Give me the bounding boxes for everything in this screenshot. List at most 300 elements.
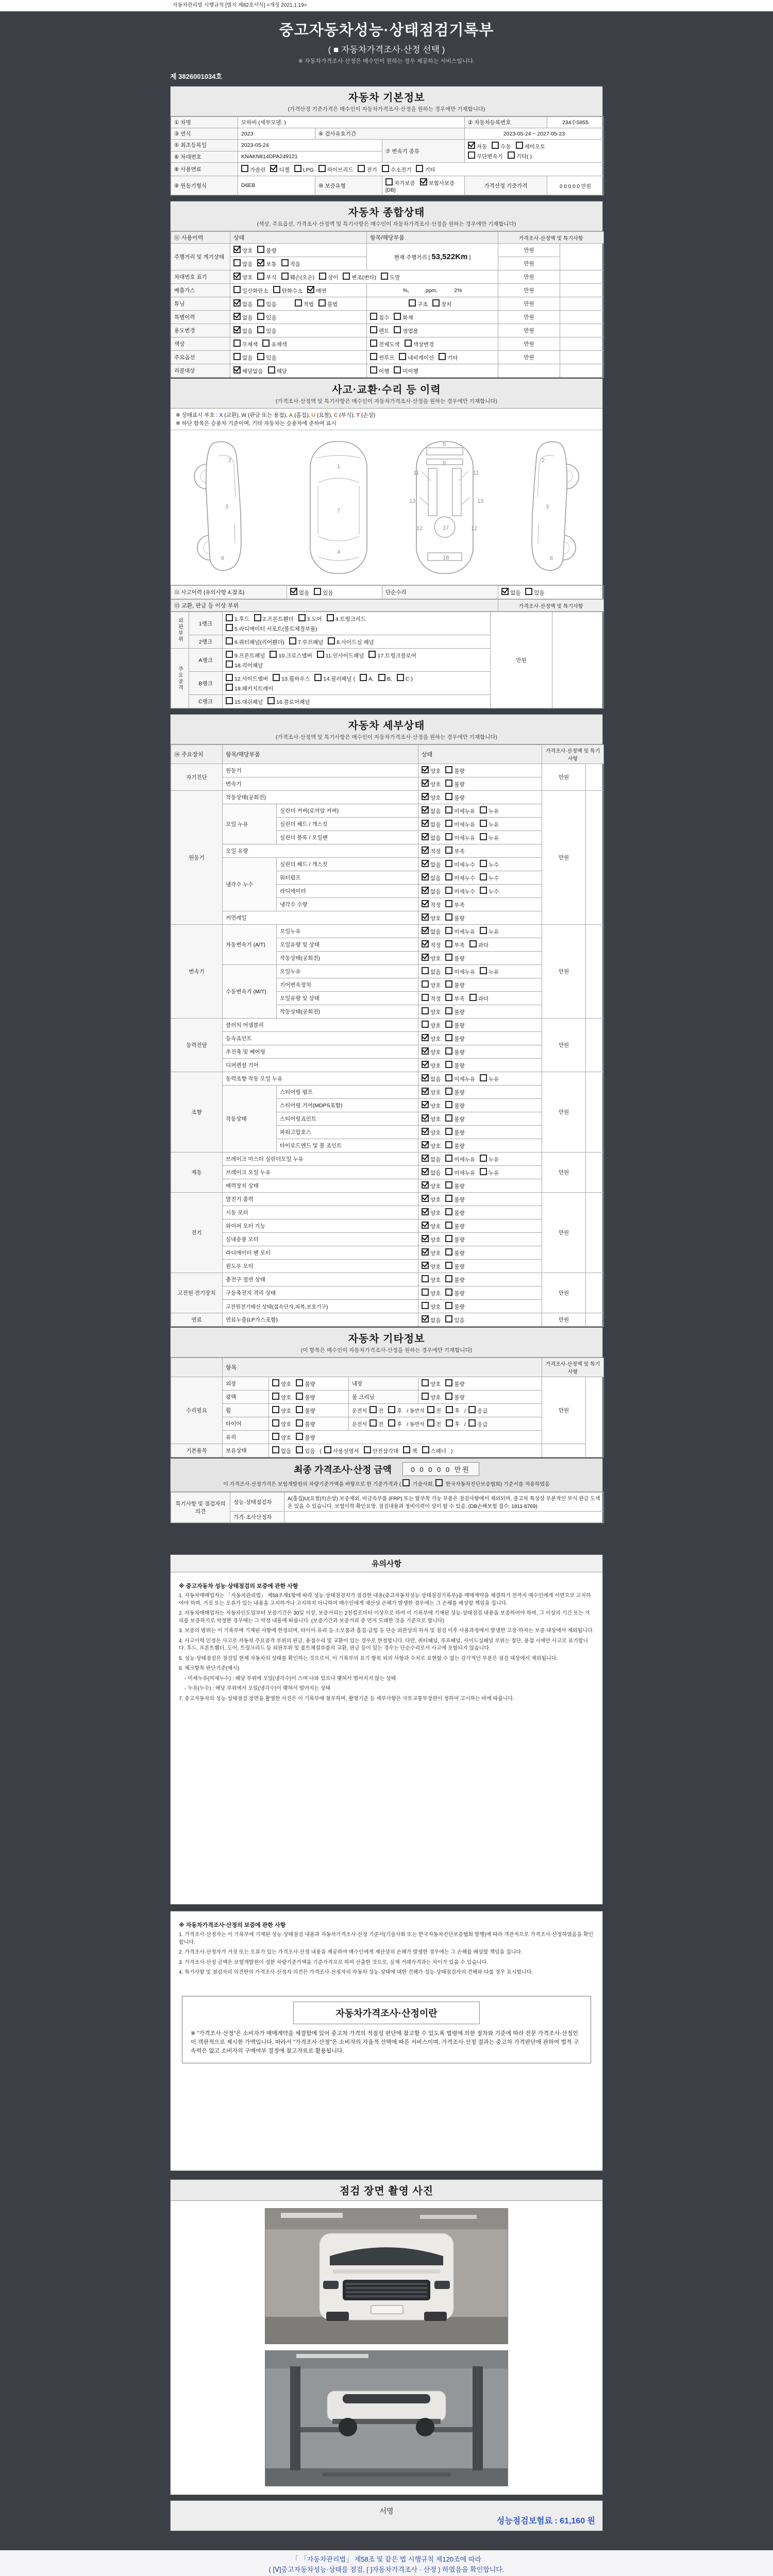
diagram-number-label: 12 xyxy=(471,526,478,532)
checkbox-option: 양호 xyxy=(233,273,253,281)
diagram-number-label: 18 xyxy=(443,555,449,561)
table-cell: 브레이크 마스터 실린더오일 누유 xyxy=(223,1153,418,1166)
checkbox-cell xyxy=(418,1206,542,1219)
price-definition-title: 자동차가격조사·산정이란 xyxy=(293,2002,480,2024)
checkbox xyxy=(445,1315,452,1323)
checkbox xyxy=(445,873,452,880)
diagram-number-label: 17 xyxy=(443,525,449,531)
checkbox xyxy=(226,674,233,681)
checkbox-cell xyxy=(238,163,604,176)
checkbox-cell xyxy=(418,1219,542,1233)
table-cell: 특별이력 xyxy=(171,311,230,324)
checkbox-option: 양호 xyxy=(422,1047,441,1056)
checkbox-option: 적정 xyxy=(422,900,441,909)
checkbox-cell xyxy=(367,324,498,337)
checkbox-option: 불량 xyxy=(296,1379,315,1388)
checkbox-option: 양호 xyxy=(422,1128,441,1137)
table-cell: 만원 xyxy=(498,244,560,257)
checkbox-option: 있음 xyxy=(257,313,276,321)
table-cell: 구동축전지 격리 상태 xyxy=(223,1286,418,1300)
checkbox xyxy=(394,366,401,374)
diagram-number-label: 4 xyxy=(337,549,340,555)
table-cell: ⑦ 변속기 종류 xyxy=(382,140,465,163)
checkbox-option: 응급 xyxy=(468,1406,488,1415)
checkbox-cell xyxy=(418,1153,542,1166)
checkbox-checked xyxy=(422,1101,429,1108)
signature-bar xyxy=(170,2500,603,2531)
checkbox-option: 16.플로어패널 xyxy=(267,697,310,706)
checkbox-option: 전기 xyxy=(358,165,377,174)
checkbox-option: 있음 xyxy=(445,1315,464,1324)
table-cell: 항목 xyxy=(223,1358,542,1377)
checkbox-cell xyxy=(269,1431,542,1444)
checkbox xyxy=(445,940,452,947)
table-cell xyxy=(586,1193,604,1273)
table-cell: 조향 xyxy=(171,1072,223,1153)
table-cell: 발전기 출력 xyxy=(223,1193,418,1206)
checkbox-option: 불법 xyxy=(318,299,338,308)
checkbox xyxy=(422,1021,429,1028)
table-cell: 만원 xyxy=(498,311,560,324)
checkbox-option: 전 xyxy=(369,1419,383,1428)
checkbox-option: 18.리어패널 xyxy=(226,660,263,669)
checkbox xyxy=(272,1419,279,1427)
table-cell: 2023 xyxy=(238,128,315,140)
document-header xyxy=(170,11,603,86)
checkbox xyxy=(445,980,452,988)
table-cell: 만원 xyxy=(542,1273,586,1313)
checkbox-checked xyxy=(422,779,429,787)
table-cell: 만원 xyxy=(542,1019,586,1072)
table-cell xyxy=(586,925,604,1019)
table-cell: A(흠집)U(요철)T(손상) 보증제외, 비금속부품 (FRP) 또는 탈부착 가능 부품은 점검사항에서 제외되며, 중고차 특성상 부분적인 부식 판금 도색은 있을 수 있습니다. 보험이력 확인요망. 점검내용과 정비이력이 상이 할 수 있음. (DB손해보험 접수: 1811-8769) xyxy=(284,1493,604,1512)
checkbox-option: 후 xyxy=(388,1419,402,1428)
checkbox-cell xyxy=(269,1404,349,1417)
checkbox xyxy=(422,1393,429,1400)
checkbox-option: 없음 xyxy=(422,820,441,828)
table-cell xyxy=(586,1273,604,1313)
diagram-number-label: 13 xyxy=(409,498,416,504)
checkbox xyxy=(272,1446,279,1453)
table-cell: D6EB xyxy=(238,176,315,195)
checkbox-cell xyxy=(223,612,491,635)
table-cell: 주행거리 및 계기상태 xyxy=(171,244,230,270)
checkbox-checked xyxy=(422,860,429,867)
checkbox-checked xyxy=(233,326,241,333)
detail-status-table xyxy=(171,744,604,1327)
checkbox-option: 불량 xyxy=(445,1034,464,1043)
overall-subtitle: (색상, 주요옵션, 가격조사·산정액 및 특기사항은 매수인이 자동차가격조사·산정을 원하는 경우에만 기재합니다) xyxy=(257,221,516,227)
checkbox-checked xyxy=(233,366,241,374)
footer-line2: ( [Ⅴ]중고자동차성능·상태를 점검, [ ]자동차가격조사 · 산정 ) 하였음을 확인합니다. xyxy=(268,2566,505,2573)
table-cell: 항목/해당부품 xyxy=(367,232,498,244)
checkbox xyxy=(289,637,296,645)
checkbox-option: 미세누유 xyxy=(445,1168,475,1177)
checkbox-cell xyxy=(418,818,542,831)
signature-label: 서명 xyxy=(379,2507,394,2515)
accident-subtitle: (가격조사·산정액 및 특기사항은 매수인이 자동차가격조사·산정을 원하는 경우에만 기재합니다) xyxy=(276,398,497,404)
checkbox-option: 없음 xyxy=(290,588,309,597)
checkbox-option: 불량 xyxy=(445,1128,464,1137)
title-note: ※ 자동차가격조사·산정은 매수인이 원하는 경우 제공하는 서비스입니다. xyxy=(298,58,475,64)
checkbox xyxy=(296,1433,303,1440)
table-cell: 타이로드엔드 및 볼 조인트 xyxy=(277,1139,418,1153)
checkbox-option: 부족 xyxy=(445,994,464,1003)
table-cell: 원동기 xyxy=(223,764,418,777)
checkbox xyxy=(422,980,429,988)
checkbox-option: 매연 xyxy=(307,286,326,295)
checkbox xyxy=(445,820,452,827)
table-cell xyxy=(560,351,604,364)
table-cell xyxy=(171,1358,223,1377)
regulation-text: 자동차관리법 시행규칙 [별지 제82호서식] <개정 2021.1.19> xyxy=(173,3,307,8)
etc-band xyxy=(171,1327,602,1358)
table-cell: 상태 xyxy=(418,745,542,764)
checkbox xyxy=(445,793,452,800)
checkbox-option: 있음 xyxy=(525,588,544,597)
checkbox-option: 도말 xyxy=(381,273,400,281)
checkbox-option: 자동 xyxy=(468,142,487,150)
footer-line1: 「 「자동차관리법」 제58조 및 같은 법 시행규칙 제120조에 따라 xyxy=(292,2555,481,2563)
table-cell: 실린더 헤드 / 개스킷 xyxy=(277,858,418,871)
checkbox xyxy=(445,1181,452,1189)
table-cell: 스티어링 기어(MDPS포함) xyxy=(277,1099,418,1112)
basic-info-title: 자동차 기본정보 xyxy=(348,92,425,104)
checkbox xyxy=(480,1168,487,1175)
checkbox-option: 11.인사이드패널 xyxy=(317,651,364,659)
checkbox-cell xyxy=(498,586,604,599)
checkbox-option: 양호 xyxy=(422,1302,441,1311)
checkbox-option: 13.휠하우스 xyxy=(273,674,310,683)
checkbox-cell xyxy=(230,257,367,270)
checkbox xyxy=(370,340,377,347)
table-cell: ⑩ 보증유형 xyxy=(315,176,382,195)
checkbox xyxy=(257,353,264,360)
checkbox-cell xyxy=(418,1005,542,1019)
etc-info-table xyxy=(171,1358,604,1458)
checkbox-option: 있음 xyxy=(257,353,276,362)
checkbox-option: 있음 xyxy=(257,299,276,308)
checkbox xyxy=(446,1419,453,1427)
checkbox-option: 누유 xyxy=(480,820,499,828)
checkbox-option: 없음 xyxy=(422,1155,441,1163)
checkbox-checked xyxy=(422,846,429,854)
notice-title: 유의사항 xyxy=(171,1555,602,1572)
checkbox-checked xyxy=(422,793,429,800)
table-cell: 자동변속기 (A/T) xyxy=(223,925,277,965)
checkbox-option: 과다 xyxy=(469,940,489,949)
checkbox-checked xyxy=(422,833,429,840)
checkbox-option: 스패너 xyxy=(422,1446,446,1455)
checkbox-option: 미이행 xyxy=(394,366,418,375)
checkbox-option: 부족 xyxy=(445,900,464,909)
checkbox-option: 양호 xyxy=(422,1235,441,1244)
table-cell: 작동상태(공회전) xyxy=(223,791,418,804)
table-cell: 가격조사·산정액 및 특기사항 xyxy=(498,600,604,612)
checkbox xyxy=(445,1208,452,1215)
checkbox-cell xyxy=(418,777,542,791)
checkbox xyxy=(381,273,388,280)
checkbox xyxy=(445,1379,452,1386)
checkbox-cell xyxy=(418,885,542,898)
table-cell: 워터펌프 xyxy=(277,871,418,885)
table-cell: 상태 xyxy=(230,232,367,244)
checkbox xyxy=(468,1406,476,1413)
checkbox xyxy=(314,588,321,595)
checkbox xyxy=(445,846,452,854)
checkbox xyxy=(468,151,475,159)
checkbox xyxy=(388,1406,395,1413)
checkbox-option: 5.라디에이터 서포트(볼트체결부품) xyxy=(226,624,317,633)
checkbox-option: 후 xyxy=(446,1419,460,1428)
checkbox xyxy=(226,614,233,621)
checkbox xyxy=(422,1379,429,1386)
table-cell: 스티어링 펌프 xyxy=(277,1086,418,1099)
checkbox-cell xyxy=(269,1377,349,1391)
checkbox-option: 없음 xyxy=(422,1074,441,1083)
checkbox xyxy=(445,766,452,773)
diagram-number-label: 9 xyxy=(443,460,446,466)
table-cell: ⑧ 사용연료 xyxy=(171,163,238,176)
checkbox-option: 양호 xyxy=(422,1289,441,1297)
checkbox-option: 누유 xyxy=(480,1074,499,1083)
checkbox-option: 미세누유 xyxy=(445,927,475,936)
checkbox-option: 양호 xyxy=(422,1379,441,1388)
checkbox xyxy=(370,366,377,374)
notice-paragraph: - 누유(누수) : 해당 부위에서 오일(냉각수)이 맺혀서 떨어지는 상태 xyxy=(179,1686,331,1691)
checkbox xyxy=(233,259,241,266)
table-cell xyxy=(560,270,604,284)
checkbox xyxy=(445,994,452,1001)
final-price-title: 최종 가격조사·산정 금액 xyxy=(294,1465,392,1475)
checkbox-option: 없음 xyxy=(422,833,441,842)
checkbox-cell xyxy=(230,311,367,324)
document-title: 중고자동차성능·상태점검기록부 xyxy=(279,22,494,39)
checkbox xyxy=(492,142,499,149)
table-cell: 와이퍼 모터 기능 xyxy=(223,1219,418,1233)
checkbox-checked xyxy=(233,313,241,320)
accident-history-row xyxy=(171,585,604,599)
table-cell: 외장 xyxy=(223,1377,269,1391)
table-cell: ⑭ 주요장치 xyxy=(171,745,223,764)
table-cell xyxy=(586,1313,604,1327)
table-cell: 기어변속장치 xyxy=(277,978,418,992)
checkbox-option: 전 xyxy=(427,1406,441,1415)
checkbox xyxy=(369,1419,377,1427)
checkbox xyxy=(422,994,429,1001)
checkbox xyxy=(388,1419,395,1427)
checkbox-checked xyxy=(422,940,429,947)
car-damage-diagrams xyxy=(171,430,602,585)
checkbox xyxy=(327,614,334,621)
checkbox-cell xyxy=(418,925,542,938)
checkbox-option: 잭 xyxy=(403,1446,417,1455)
price-notice-section xyxy=(170,1911,603,2171)
checkbox-option: 없음 xyxy=(233,313,253,321)
checkbox-option: B, xyxy=(378,674,392,682)
checkbox-cell xyxy=(418,871,542,885)
table-cell xyxy=(560,244,604,270)
checkbox-option: 부식 xyxy=(257,273,276,281)
checkbox xyxy=(403,1446,410,1453)
notice-paragraph: 2. 가격조사·산정자가 거짓 또는 오류가 있는 가격조사·산정 내용을 제공하여 매수인에게 재산상의 손해가 발생한 경우에는 그 손해를 배상할 책임을 집니다. xyxy=(179,1950,523,1955)
basic-info-table xyxy=(171,116,604,195)
checkbox-cell xyxy=(230,324,367,337)
table-cell: 오일 유량 xyxy=(223,844,418,858)
table-cell: 만원 xyxy=(498,351,560,364)
checkbox-option: 누유 xyxy=(480,967,499,976)
exchange-repair-header xyxy=(171,599,604,612)
checkbox-checked xyxy=(422,1114,429,1122)
checkbox-option: 적정 xyxy=(422,994,441,1003)
checkbox-cell xyxy=(223,695,491,708)
checkbox xyxy=(364,1446,371,1453)
diagram-number-label: 2 xyxy=(541,457,545,464)
detail-status-section xyxy=(170,714,603,1523)
checkbox-checked xyxy=(422,1128,429,1135)
detail-subtitle: (가격조사·산정액 및 특기사항은 매수인이 자동차가격조사·산정을 원하는 경우에만 기재합니다) xyxy=(276,734,497,740)
checkbox xyxy=(294,165,301,172)
etc-title: 자동차 기타정보 xyxy=(348,1333,425,1345)
checkbox xyxy=(402,1479,410,1486)
table-cell xyxy=(586,1072,604,1153)
checkbox-option: 불량 xyxy=(445,766,464,775)
table-cell: ⑬ 교환, 판금 등 이상 부위 xyxy=(171,600,498,612)
checkbox-cell xyxy=(418,791,542,804)
checkbox-option: 불량 xyxy=(445,1181,464,1190)
checkbox-option: 양호 xyxy=(422,954,441,962)
checkbox-cell xyxy=(223,672,491,695)
checkbox-cell xyxy=(418,1273,542,1286)
checkbox xyxy=(445,1262,452,1269)
checkbox-option: 세미오토 xyxy=(516,142,546,150)
checkbox-checked xyxy=(422,1061,429,1068)
checkbox-option: 양호 xyxy=(272,1393,291,1401)
checkbox xyxy=(422,1275,429,1282)
checkbox-cell xyxy=(418,965,542,978)
checkbox-cell xyxy=(418,1045,542,1059)
checkbox-option: 누수 xyxy=(480,860,499,869)
checkbox xyxy=(422,1446,429,1453)
checkbox xyxy=(368,651,376,658)
checkbox-cell xyxy=(418,898,542,911)
checkbox xyxy=(257,326,264,333)
checkbox xyxy=(296,1406,303,1413)
notice-section xyxy=(170,1554,603,1905)
checkbox-option: 14.필러패널 ( xyxy=(314,674,355,683)
table-cell: 전기 xyxy=(171,1193,223,1273)
notice-paragraph: - 미세누유(미세누수) : 해당 부위에 오일(냉각수)이 스며 나와 있으나 맺혀서 떨어지지 않는 상태 xyxy=(179,1675,396,1682)
table-cell: 가격·조사산정자 xyxy=(230,1512,284,1523)
table-cell: 냉각수 누수 xyxy=(223,858,277,911)
checkbox-option: 적정 xyxy=(422,940,441,949)
checkbox-option: 양호 xyxy=(422,1021,441,1029)
checkbox-option: 있음 xyxy=(296,1446,315,1455)
table-cell: ① 차명 xyxy=(171,117,238,128)
table-cell: 실린더 커버(로커암 커버) xyxy=(277,804,418,818)
checkbox xyxy=(445,1155,452,1162)
checkbox xyxy=(508,151,515,159)
checkbox-option: 없음 xyxy=(422,887,441,895)
diagram-number-label: 11 xyxy=(473,470,479,476)
checkbox-option: 미세누수 xyxy=(445,887,475,895)
panel-rank-table xyxy=(171,612,604,708)
checkbox-cell xyxy=(418,1260,542,1273)
checkbox-option: 보통 xyxy=(257,259,276,268)
checkbox-option: 있음 xyxy=(314,588,333,597)
checkbox xyxy=(317,651,324,658)
checkbox xyxy=(445,1007,452,1014)
checkbox-cell xyxy=(367,351,498,364)
checkbox xyxy=(233,353,241,360)
table-cell: %, ppm, 2% xyxy=(367,284,498,297)
confirmation-footer xyxy=(0,2550,773,2576)
inspection-photo-lift xyxy=(265,2350,508,2486)
checkbox xyxy=(296,1446,303,1453)
checkbox-option: 양호 xyxy=(272,1406,291,1415)
basic-info-section xyxy=(170,86,603,196)
table-cell: 만원 xyxy=(542,1193,586,1273)
checkbox-option: 적정 xyxy=(422,846,441,855)
table-cell: 라디에이터 xyxy=(277,885,418,898)
table-cell: 파워고압호스 xyxy=(277,1126,418,1139)
table-cell: 외판부위 xyxy=(171,612,189,649)
table-cell: 1랭크 xyxy=(189,612,223,635)
notice-paragraph: 1. 가격조사·산정자는 이 기록부에 기재된 성능·상태점검 내용과 자동차가격조사·산정 기준서(기술사회 또는 한국자동차진단보증협회 발행)에 따라 객관적으로 가격조사·산정하였음을 확인합니다. xyxy=(179,1932,594,1945)
inspection-insurance-fee: 성능점검보험료 : 61,160 원 xyxy=(496,2517,595,2526)
table-cell: 광택 xyxy=(223,1391,269,1404)
checkbox xyxy=(445,1168,452,1175)
checkbox-option: 해당없음 xyxy=(233,366,263,375)
table-cell: 시동 모터 xyxy=(223,1206,418,1219)
final-price-note: 이 가격조사·산정가격은 보험개발원의 차량기준가액을 바탕으로 한 기준가격과 ( 기술사회, 한국자동차진단보증협회) 기준서를 적용하였음 xyxy=(176,1479,597,1487)
checkbox-option: LPG xyxy=(294,165,314,173)
checkbox-cell xyxy=(418,844,542,858)
checkbox-option: 불량 xyxy=(445,1007,464,1016)
legend-note: ※ 하단 항목은 승용차 기준이며, 기타 자동차는 승용차에 준하여 표시 xyxy=(171,419,602,430)
checkbox-option: 부족 xyxy=(445,940,464,949)
checkbox xyxy=(445,1248,452,1256)
checkbox-option: 없음 xyxy=(422,873,441,882)
table-cell: 변속기 xyxy=(171,925,223,1019)
table-cell: A랭크 xyxy=(189,649,223,672)
checkbox xyxy=(480,860,487,867)
table-cell: ⑪ 사용이력 xyxy=(171,232,230,244)
checkbox-option: 양호 xyxy=(422,1114,441,1123)
checkbox xyxy=(445,1128,452,1135)
checkbox-option: 양호 xyxy=(422,1262,441,1270)
checkbox-option: 양호 xyxy=(422,913,441,922)
checkbox xyxy=(445,967,452,974)
checkbox-option: 불량 xyxy=(445,1141,464,1150)
checkbox-option: 없음 xyxy=(272,1446,291,1455)
checkbox-option: 불량 xyxy=(445,980,464,989)
checkbox-cell xyxy=(230,364,367,378)
table-cell: B랭크 xyxy=(189,672,223,695)
checkbox-cell xyxy=(418,1193,542,1206)
checkbox-cell xyxy=(287,586,382,599)
checkbox xyxy=(268,366,275,374)
car-diagram-top-exterior xyxy=(290,435,377,580)
document-number: 제 3826001034호 xyxy=(170,73,223,80)
checkbox xyxy=(445,860,452,867)
table-cell: C랭크 xyxy=(189,695,223,708)
checkbox-option: 불량 xyxy=(445,954,464,962)
checkbox-option: 없음 xyxy=(422,967,441,976)
notice-paragraph: 7. 중고자동차의 성능·상태점검 장면을 촬영한 사진은 이 기록부에 첨부하며, 촬영기준 등 세부사항은 국토교통부장관이 정하여 고시하는 바에 따릅니다. xyxy=(179,1696,514,1702)
overall-status-section xyxy=(170,201,603,709)
checkbox xyxy=(445,1393,452,1400)
